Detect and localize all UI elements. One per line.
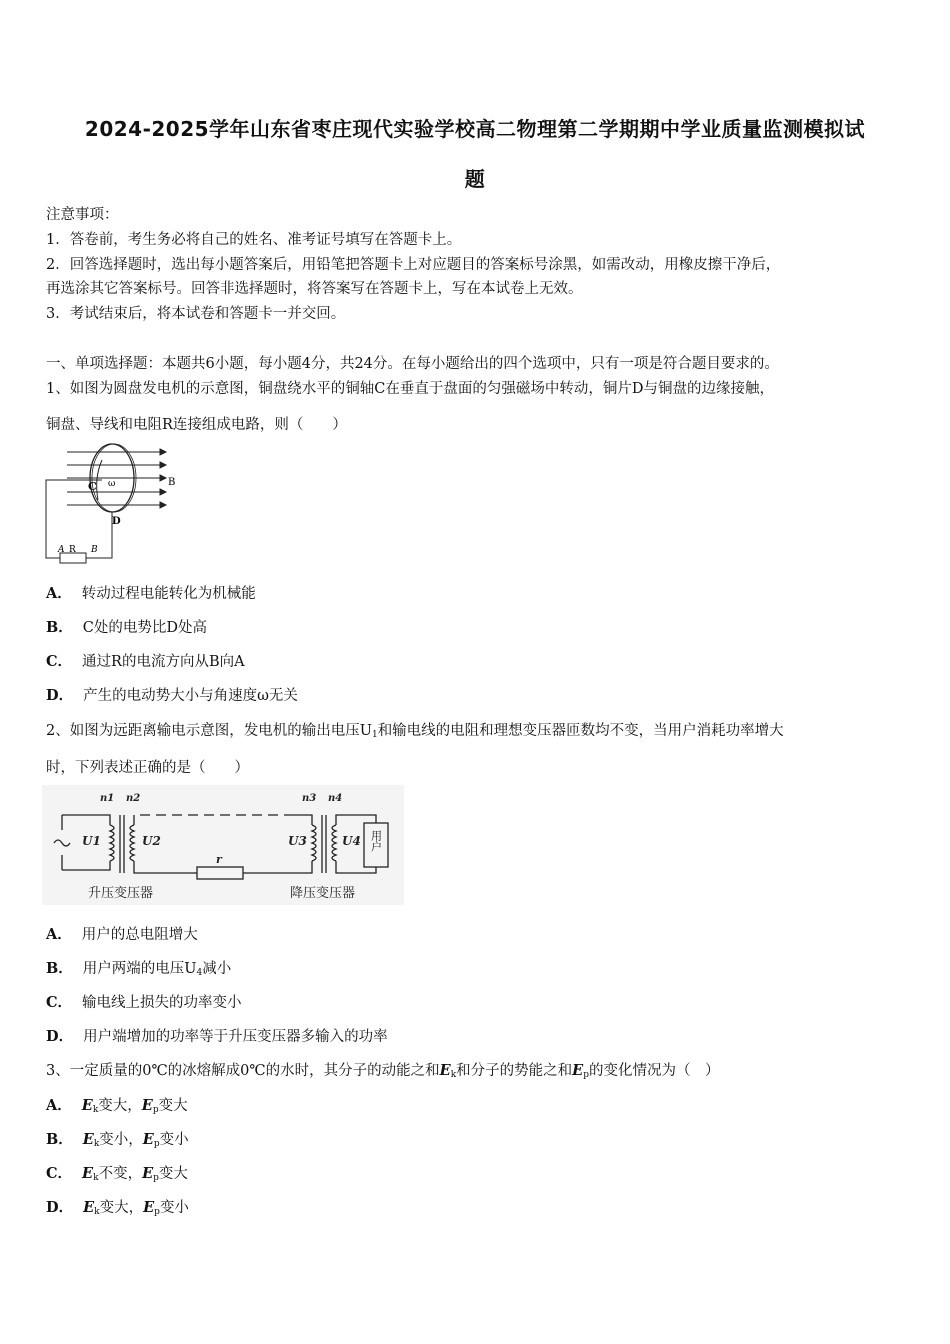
q3-option-a: A． $E_k$变大，$E_p$变大 (46, 1097, 188, 1115)
label-r: r (216, 853, 222, 866)
label-u2: U2 (142, 834, 161, 848)
label-u3: U3 (288, 834, 307, 848)
q2-stem-continued: 时，下列表述正确的是（ ） (46, 760, 249, 776)
label-step-down: 降压变压器 (290, 886, 356, 901)
q1-stem-continued: 铜盘、导线和电阻R连接组成电路，则（ ） (46, 417, 347, 433)
disk-generator-figure (42, 440, 182, 565)
label-b-end: B (91, 545, 98, 555)
q2-option-d: D． 用户端增加的功率等于升压变压器多输入的功率 (46, 1028, 388, 1045)
notice-item: 再选涂其它答案标号。回答非选择题时，将答案写在答题卡上，写在本试卷上无效。 (46, 281, 583, 297)
label-b-field: B (168, 477, 176, 488)
q1-option-c: C． 通过R的电流方向从B向A (46, 653, 245, 670)
label-d: D (112, 516, 121, 527)
q2-option-a: A． 用户的总电阻增大 (46, 926, 198, 943)
q1-option-d: D． 产生的电动势大小与角速度ω无关 (46, 687, 298, 704)
q1-stem: 1、如图为圆盘发电机的示意图，铜盘绕水平的铜轴C在垂直于盘面的匀强磁场中转动，铜片D与铜盘的边缘接触， (46, 381, 774, 397)
section-heading: 一、单项选择题：本题共6小题，每小题4分，共24分。在每小题给出的四个选项中，只有一项是符合题目要求的。 (46, 356, 779, 372)
q1-option-b: B． C处的电势比D处高 (46, 619, 207, 636)
label-u1: U1 (82, 834, 101, 848)
label-user: 用户 (369, 830, 383, 852)
label-n1: n1 (100, 793, 115, 804)
q3-option-c: C． $E_k$不变，$E_p$变大 (46, 1165, 188, 1183)
label-n4: n4 (328, 793, 343, 804)
q3-stem: 3、一定质量的0℃的冰熔解成0℃的水时，其分子的动能之和$E_k$和分子的势能之和$E_p$的变化情况为（ ） (46, 1062, 720, 1080)
label-step-up: 升压变压器 (88, 886, 154, 901)
label-a-end: A (58, 545, 65, 555)
page-title: 2024-2025学年山东省枣庄现代实验学校高二物理第二学期期中学业质量监测模拟试 (84, 117, 866, 141)
q3-option-b: B． $E_k$变小，$E_p$变小 (46, 1131, 189, 1149)
q3-option-d: D． $E_k$变大，$E_p$变小 (46, 1199, 189, 1217)
notice-item: 1．答卷前，考生务必将自己的姓名、准考证号填写在答题卡上。 (46, 232, 462, 248)
notice-item: 3．考试结束后，将本试卷和答题卡一并交回。 (46, 306, 346, 322)
power-transmission-figure (42, 785, 404, 905)
label-n3: n3 (302, 793, 317, 804)
q1-option-a: A． 转动过程电能转化为机械能 (46, 585, 256, 602)
label-c: C (88, 480, 97, 493)
page-title-continued: 题 (464, 167, 486, 191)
label-omega: ω (108, 479, 116, 489)
label-u4: U4 (342, 834, 361, 848)
q2-stem: 2、如图为远距离输电示意图，发电机的输出电压$U_1$和输电线的电阻和理想变压器匝数均不变，当用户消耗功率增大 (46, 723, 784, 740)
label-r: R (69, 545, 76, 555)
label-n2: n2 (126, 793, 141, 804)
notice-heading: 注意事项： (46, 207, 119, 223)
q2-option-c: C． 输电线上损失的功率变小 (46, 994, 242, 1011)
q2-option-b: B． 用户两端的电压$U_4$减小 (46, 960, 232, 978)
notice-item: 2．回答选择题时，选出每小题答案后，用铅笔把答题卡上对应题目的答案标号涂黑，如需改动，用橡皮擦干净后， (46, 257, 781, 273)
